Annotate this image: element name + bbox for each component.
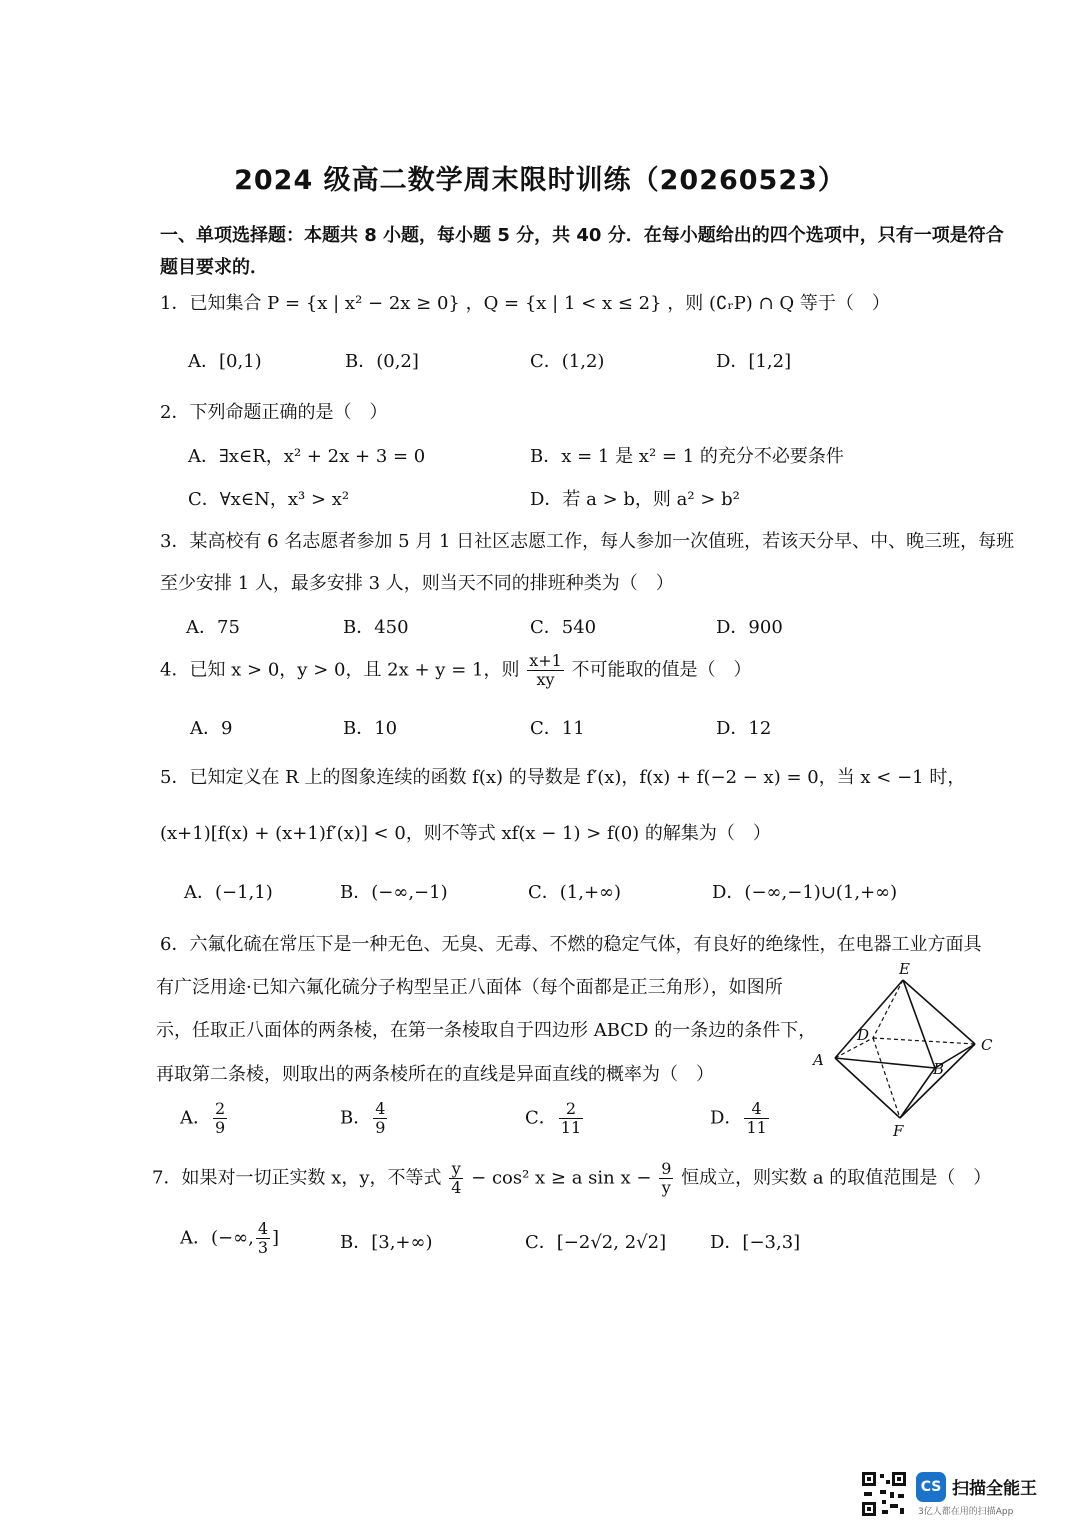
question-2-stem: 2．下列命题正确的是（ ） bbox=[160, 402, 388, 423]
question-6-stem-line3: 示，任取正八面体的两条棱，在第一条棱取自于四边形 ABCD 的一条边的条件下， bbox=[156, 1020, 817, 1041]
q6-option-d-frac bbox=[744, 1100, 768, 1137]
qr-code-icon bbox=[860, 1470, 908, 1518]
label-b: B bbox=[933, 1060, 945, 1078]
q6-a-den: 9 bbox=[215, 1118, 226, 1137]
q4-option-b: B．10 bbox=[343, 718, 398, 739]
edge-ab bbox=[835, 1058, 935, 1068]
q7-a-num: 4 bbox=[257, 1219, 269, 1238]
q4-fraction bbox=[527, 652, 564, 689]
q4-frac-den: xy bbox=[536, 670, 555, 689]
q7-f1-num: y bbox=[449, 1160, 463, 1179]
q4-option-a: A．9 bbox=[190, 718, 233, 739]
q6-option-b bbox=[340, 1100, 389, 1137]
q6-option-c-label: C． bbox=[525, 1107, 557, 1129]
question-1-stem: 1．已知集合 P = {x | x² − 2x ≥ 0} ，Q = {x | 1 < x ≤ 2} ，则 (∁ᵣP) ∩ Q 等于（ ） bbox=[160, 293, 890, 314]
q7-option-d: D．[−3,3] bbox=[710, 1232, 801, 1253]
q4-stem-pre: 4．已知 x > 0，y > 0，且 2x + y = 1，则 bbox=[160, 659, 520, 681]
q4-stem-post: 不可能取的值是（ ） bbox=[571, 659, 752, 681]
edge-ea bbox=[835, 980, 903, 1058]
q7-option-a bbox=[180, 1220, 279, 1257]
q6-option-a-frac bbox=[213, 1100, 227, 1137]
q7-stem-pre: 7．如果对一切正实数 x，y，不等式 bbox=[152, 1167, 442, 1189]
q1-option-b: B．(0,2] bbox=[345, 351, 419, 372]
q6-a-num: 2 bbox=[215, 1099, 226, 1118]
q6-option-b-label: B． bbox=[340, 1107, 372, 1129]
camscanner-logo: CS bbox=[916, 1472, 946, 1502]
label-f: F bbox=[893, 1122, 904, 1140]
q3-option-b: B．450 bbox=[343, 617, 409, 638]
q7-fraction-1 bbox=[449, 1160, 463, 1197]
question-5-stem-line1: 5．已知定义在 R 上的图象连续的函数 f(x) 的导数是 f′(x)，f(x) + f(−2 − x) = 0，当 x < −1 时， bbox=[160, 767, 966, 788]
label-e: E bbox=[899, 960, 910, 978]
q6-option-d bbox=[710, 1100, 771, 1137]
q6-b-den: 9 bbox=[375, 1118, 386, 1137]
q5-option-c: C．(1,+∞) bbox=[528, 882, 622, 903]
label-a: A bbox=[813, 1051, 824, 1069]
q2-option-a: A．∃x∈R，x² + 2x + 3 = 0 bbox=[188, 446, 426, 467]
question-3-stem-line2: 至少安排 1 人，最多安排 3 人，则当天不同的排班种类为（ ） bbox=[160, 573, 674, 594]
q6-d-den: 11 bbox=[746, 1118, 767, 1137]
label-d: D bbox=[857, 1026, 870, 1044]
q6-option-a bbox=[180, 1100, 229, 1137]
q7-a-den: 3 bbox=[257, 1238, 269, 1257]
q5-option-b: B．(−∞,−1) bbox=[340, 882, 448, 903]
question-6-stem-line4: 再取第二条棱，则取出的两条棱所在的直线是异面直线的概率为（ ） bbox=[156, 1064, 714, 1085]
question-4-stem bbox=[160, 652, 752, 689]
q6-b-num: 4 bbox=[375, 1099, 386, 1118]
q7-fraction-2 bbox=[659, 1160, 673, 1197]
q7-option-b: B．[3,+∞) bbox=[340, 1232, 433, 1253]
q2-option-d: D．若 a > b，则 a² > b² bbox=[530, 489, 740, 510]
q7-option-a-pre: A．(−∞, bbox=[180, 1227, 254, 1249]
q6-option-d-label: D． bbox=[710, 1107, 743, 1129]
q7-stem-post: 恒成立，则实数 a 的取值范围是（ ） bbox=[681, 1167, 992, 1189]
q6-c-num: 2 bbox=[559, 1100, 583, 1119]
question-5-stem-line2: (x+1)[f(x) + (x+1)f′(x)] < 0，则不等式 xf(x − 1) > f(0) 的解集为（ ） bbox=[160, 823, 771, 844]
q1-option-a: A．[0,1) bbox=[188, 351, 262, 372]
camscanner-name: 扫描全能王 bbox=[952, 1479, 1037, 1499]
q7-option-a-post: ] bbox=[272, 1227, 280, 1249]
q7-stem-mid: − cos² x ≥ a sin x − bbox=[471, 1167, 652, 1189]
q1-option-d: D．[1,2] bbox=[716, 351, 792, 372]
edge-cf bbox=[900, 1044, 975, 1118]
question-7-stem bbox=[152, 1160, 991, 1197]
edge-bf bbox=[900, 1068, 935, 1118]
q7-f2-num: 9 bbox=[661, 1159, 672, 1178]
question-6-stem-line2: 有广泛用途·已知六氟化硫分子构型呈正八面体（每个面都是正三角形），如图所 bbox=[156, 977, 783, 998]
q6-option-a-label: A． bbox=[180, 1107, 211, 1129]
label-c: C bbox=[981, 1036, 993, 1054]
q2-option-c: C．∀x∈N，x³ > x² bbox=[188, 489, 350, 510]
q3-option-a: A．75 bbox=[186, 617, 240, 638]
q6-option-b-frac bbox=[373, 1100, 387, 1137]
camscanner-tagline: 3亿人都在用的扫描App bbox=[918, 1507, 1014, 1517]
q3-option-d: D．900 bbox=[716, 617, 783, 638]
q4-option-d: D．12 bbox=[716, 718, 772, 739]
q7-option-c: C．[−2√2, 2√2] bbox=[525, 1232, 667, 1253]
q3-option-c: C．540 bbox=[530, 617, 597, 638]
octahedron-figure bbox=[805, 958, 1005, 1143]
q7-option-a-frac bbox=[256, 1220, 270, 1257]
q5-option-a: A．(−1,1) bbox=[184, 882, 273, 903]
q4-option-c: C．11 bbox=[530, 718, 585, 739]
q6-option-c-frac bbox=[559, 1100, 583, 1137]
q2-option-b: B．x = 1 是 x² = 1 的充分不必要条件 bbox=[530, 446, 844, 467]
page-title: 2024 级高二数学周末限时训练（20260523） bbox=[234, 165, 846, 196]
q6-d-num: 4 bbox=[744, 1100, 768, 1119]
q7-f2-den: y bbox=[661, 1178, 671, 1197]
section-heading: 一、单项选择题：本题共 8 小题，每小题 5 分，共 40 分．在每小题给出的四个选项中，只有一项是符合题目要求的． bbox=[160, 225, 1004, 278]
q1-option-c: C．(1,2) bbox=[530, 351, 605, 372]
q6-c-den: 11 bbox=[560, 1118, 582, 1137]
q4-frac-num: x+1 bbox=[529, 651, 562, 670]
q7-f1-den: 4 bbox=[451, 1178, 462, 1197]
q5-option-d: D．(−∞,−1)∪(1,+∞) bbox=[712, 882, 898, 903]
q6-option-c bbox=[525, 1100, 585, 1137]
question-3-stem-line1: 3．某高校有 6 名志愿者参加 5 月 1 日社区志愿工作，每人参加一次值班，若该天分早、中、晚三班，每班 bbox=[160, 531, 1015, 552]
question-6-stem-line1: 6．六氟化硫在常压下是一种无色、无臭、无毒、不燃的稳定气体，有良好的绝缘性，在电器工业方面具 bbox=[160, 934, 982, 955]
